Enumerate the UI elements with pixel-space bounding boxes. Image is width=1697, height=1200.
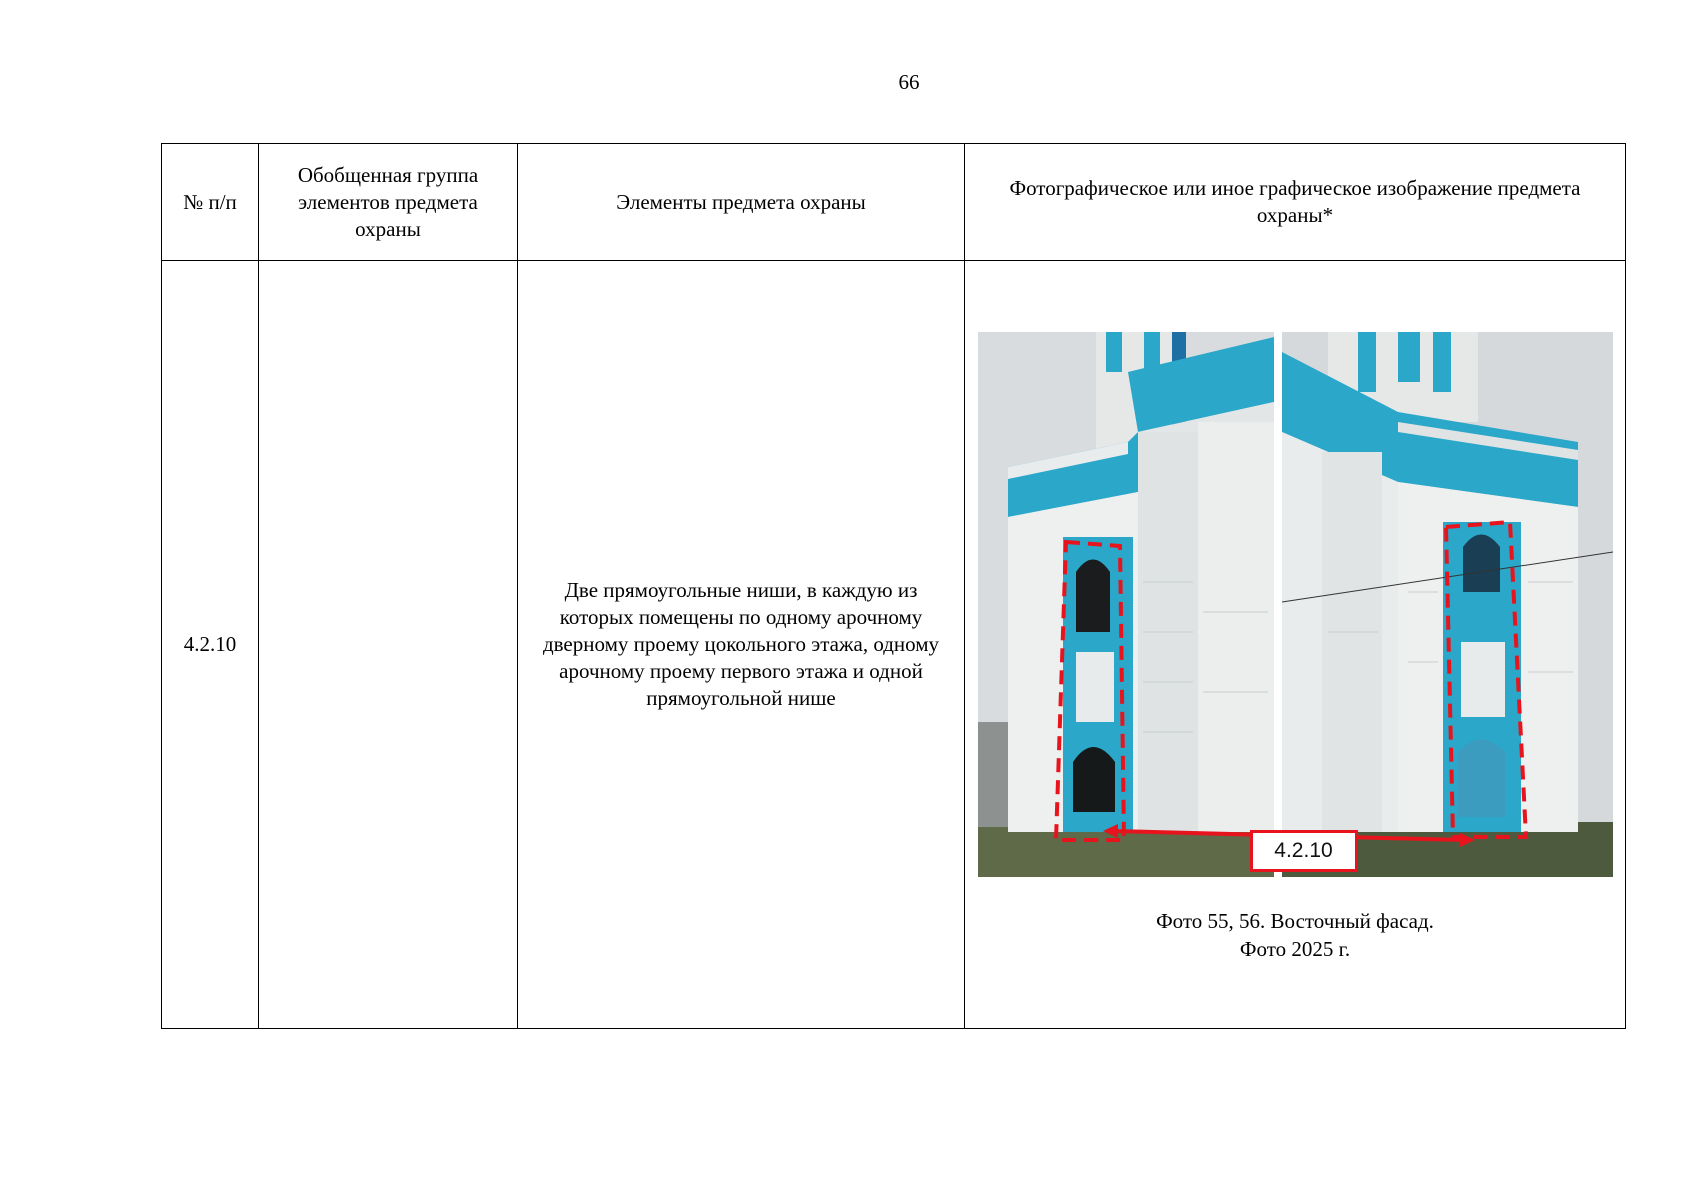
header-photo: Фотографическое или иное графическое изображение предмета охраны* [965,144,1626,261]
table-header-row [162,144,1626,261]
row-element [518,261,965,1029]
row-group [259,261,518,1029]
photo-label-box: 4.2.10 [1250,830,1358,872]
caption-line-2: Фото 2025 г. [1239,937,1351,961]
facade-photos [978,332,1613,877]
header-group: Обобщенная группа элементов предмета охраны [259,144,518,261]
page-number: 66 [898,70,920,94]
row-element-text: Две прямоугольные ниши, в каждую из которых помещены по одному арочному дверному проему цокольного этажа, одному арочному проему первого этажа и одной прямоугольной нише [542,578,940,710]
caption-line-1: Фото 55, 56. Восточный фасад. [1156,909,1434,933]
photo-caption [975,907,1615,963]
table-row [162,261,1626,1029]
header-number: № п/п [162,144,259,261]
church-east-facade-photo-56 [1282,332,1613,877]
row-number: 4.2.10 [162,261,259,1029]
header-elements: Элементы предмета охраны [518,144,965,261]
church-east-facade-photo-55 [978,332,1274,877]
row-photo-cell [965,261,1626,1029]
photo-pair [978,332,1613,877]
protection-table [161,143,1626,1029]
